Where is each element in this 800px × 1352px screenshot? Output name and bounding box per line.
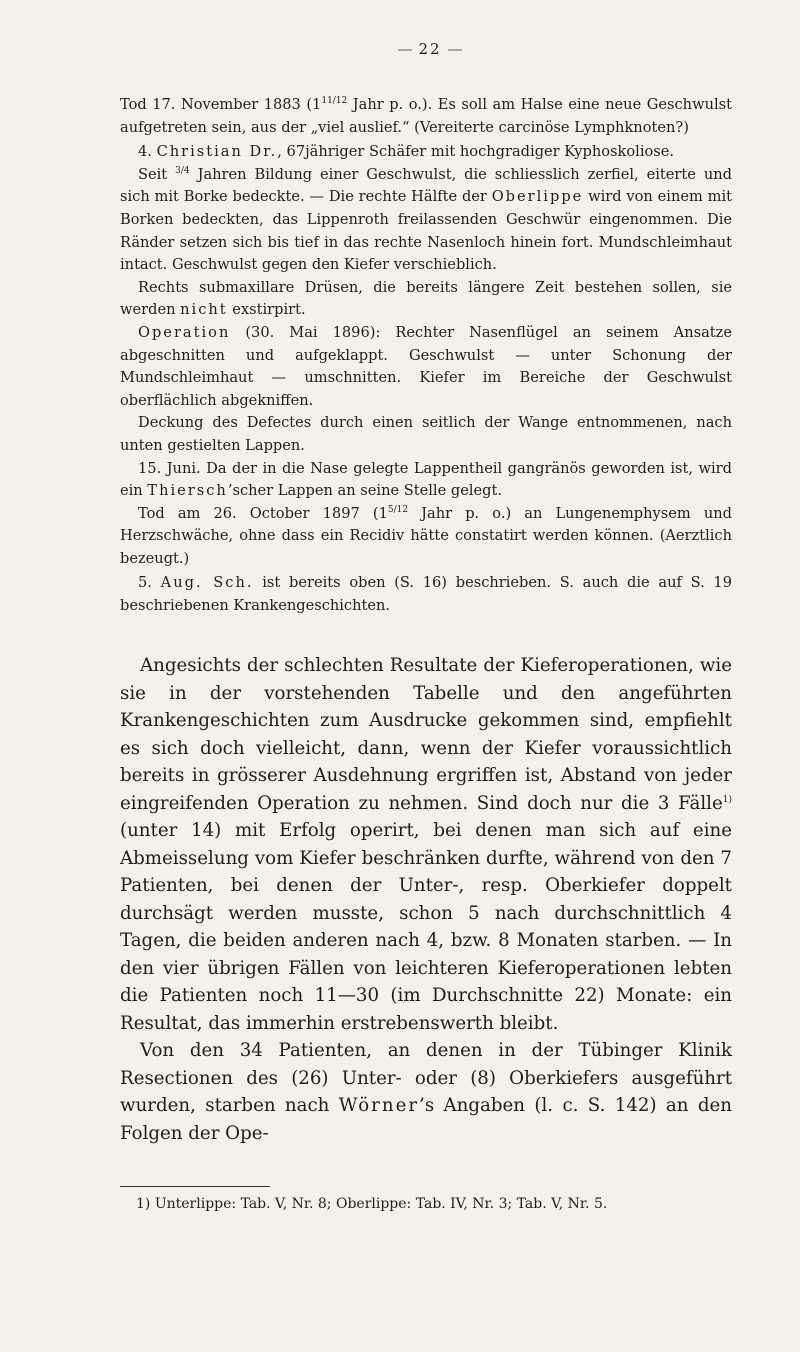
footnote-rule	[120, 1186, 270, 1187]
case-4-covering: Deckung des Defectes durch einen seitlich der Wange entnommenen, nach unten gestielten Lappen.	[120, 414, 732, 454]
footnote: 1) Unterlippe: Tab. V, Nr. 8; Oberlippe: Tab. IV, Nr. 3; Tab. V, Nr. 5.	[136, 1196, 608, 1212]
case-4-glands: Rechts submaxillare Drüsen, die bereits längere Zeit bestehen sollen, sie werden nicht exstirpirt.	[120, 278, 732, 319]
case-4-death: Tod am 26. October 1897 ($1^{5/12}$ Jahr p. o.) an Lungenemphysem und Herzschwäche, ohne dass ein Recidiv hätte constatirt werden können. (Aerztlich bezeugt.)	[120, 504, 732, 567]
case-4-history: Seit $^{3/4}$ Jahren Bildung einer Geschwulst, die schliesslich zerfiel, eiterte und sich mit Borke bedeckte. — Die rechte Hälfte der Oberlippe wird von einem mit Borken bedeckten, das Lippenroth freilassenden Geschwür eingenommen. Die Ränder setzen sich bis tief in das rechte Nasenloch hinein fort. Mundschleimhaut intact. Geschwulst gegen den Kiefer verschieblich.	[120, 165, 732, 274]
page-number: — 22 —	[380, 40, 480, 58]
case-4-june: 15. Juni. Da der in die Nase gelegte Lappentheil gangränös geworden ist, wird ein Thiersch’scher Lappen an seine Stelle gelegt.	[120, 459, 732, 500]
paragraph-results: Angesichts der schlechten Resultate der Kieferoperationen, wie sie in der vorstehenden Tabelle und den angeführten Krankengeschichten zum Ausdrucke gekommen sind, empfiehlt es sich doch vielleicht, dann, wenn der Kiefer voraussichtlich bereits in grösserer Ausdehnung ergriffen ist, Abstand von jeder eingreifenden Operation zu nehmen. Sind doch nur die 3 Fälle$^{1)}$ (unter 14) mit Erfolg operirt, bei denen man sich auf eine Abmeisselung vom Kiefer beschränken durfte, während von den 7 Patienten, bei denen der Unter-, resp. Oberkiefer doppelt durchsägt werden musste, schon 5 nach durchschnittlich 4 Tagen, die beiden anderen nach 4, bzw. 8 Monaten starben. — In den vier übrigen Fällen von leichteren Kieferoperationen lebten die Patienten noch 11—30 (im Durchschnitte 22) Monate: ein Resultat, das immerhin erstrebenswerth bleibt.	[120, 655, 732, 1034]
case-5: 5. Aug. Sch. ist bereits oben (S. 16) beschrieben. S. auch die auf S. 19 beschriebenen Krankengeschichten.	[120, 574, 733, 615]
paragraph-tuebingen: Von den 34 Patienten, an denen in der Tübinger Klinik Resectionen des (26) Unter- oder (8) Oberkiefers ausgeführt wurden, starben nach Wörner’s Angaben (l. c. S. 142) an den Folgen der Ope-	[120, 1040, 732, 1144]
main-text-block	[120, 652, 732, 1147]
case-text-block	[120, 94, 732, 618]
case-4-operation: Operation (30. Mai 1896): Rechter Nasenflügel an seinem Ansatze abgeschnitten und aufgeklappt. Geschwulst — unter Schonung der Mundschleimhaut — umschnitten. Kiefer im Bereiche der Geschwulst oberflächlich abgekniffen.	[120, 323, 732, 409]
case-4-heading: 4. Christian Dr., 67jähriger Schäfer mit hochgradiger Kyphoskoliose.	[138, 143, 675, 161]
paragraph-tod-1883: Tod 17. November 1883 ($1^{11/12}$ Jahr p. o.). Es soll am Halse eine neue Geschwulst aufgetreten sein, aus der „viel auslief.“ (Vereiterte carcinöse Lymphknoten?)	[120, 96, 732, 136]
